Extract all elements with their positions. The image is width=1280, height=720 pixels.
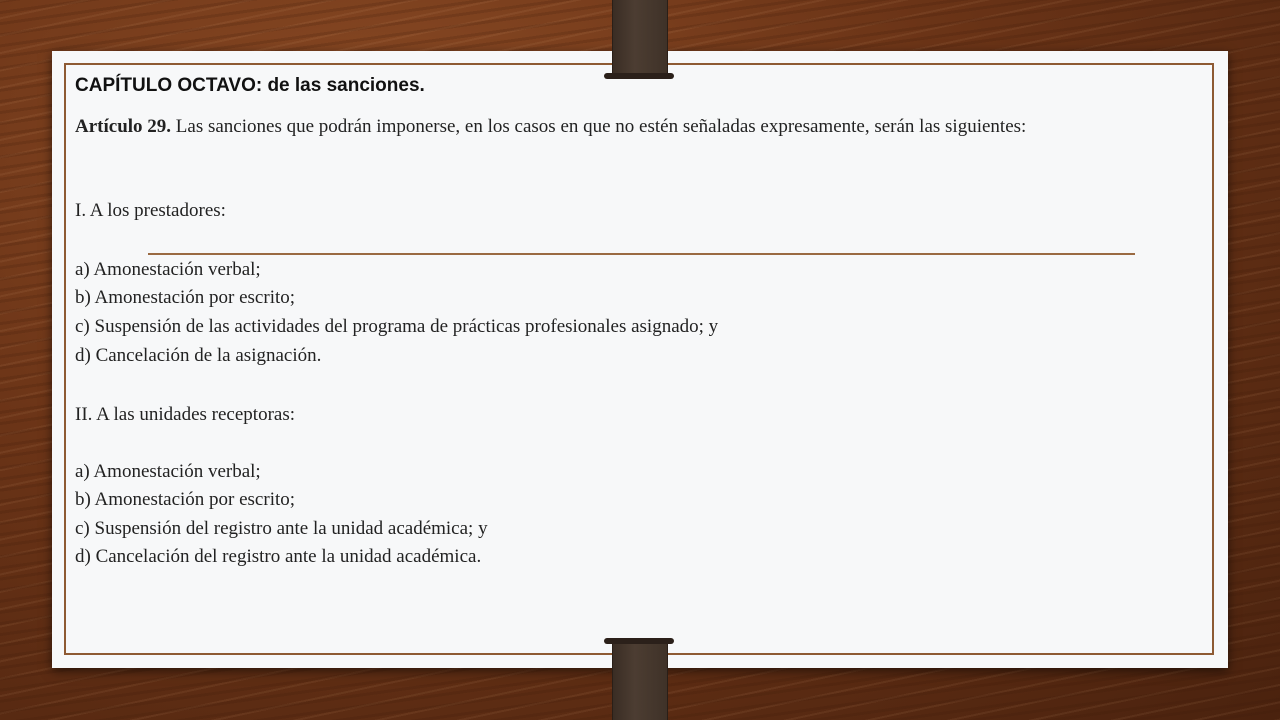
section-one-item: c) Suspensión de las actividades del programa de prácticas profesionales asignado; y — [75, 316, 719, 337]
section-one-item: d) Cancelación de la asignación. — [75, 345, 322, 366]
binder-clip-top — [604, 73, 674, 79]
article-label: Artículo 29. — [75, 116, 172, 137]
section-one-item: b) Amonestación por escrito; — [75, 287, 296, 308]
section-one-item: a) Amonestación verbal; — [75, 259, 261, 280]
section-two-item: c) Suspensión del registro ante la unidad académica; y — [75, 518, 488, 539]
section-two-title: II. A las unidades receptoras: — [75, 404, 296, 425]
divider-rule — [148, 253, 1135, 255]
section-two-item: d) Cancelación del registro ante la unidad académica. — [75, 546, 482, 567]
chapter-title: CAPÍTULO OCTAVO: de las sanciones. — [75, 75, 425, 96]
article-text: Las sanciones que podrán imponerse, en los casos en que no estén señaladas expresamente, serán las siguientes: — [171, 116, 1027, 137]
section-two-item: b) Amonestación por escrito; — [75, 489, 296, 510]
binder-clip-bottom — [604, 638, 674, 644]
binder-strap-bottom — [612, 641, 668, 720]
binder-strap-top — [612, 0, 668, 75]
section-two-item: a) Amonestación verbal; — [75, 461, 261, 482]
article-paragraph — [75, 112, 1202, 141]
section-one-title: I. A los prestadores: — [75, 200, 226, 221]
